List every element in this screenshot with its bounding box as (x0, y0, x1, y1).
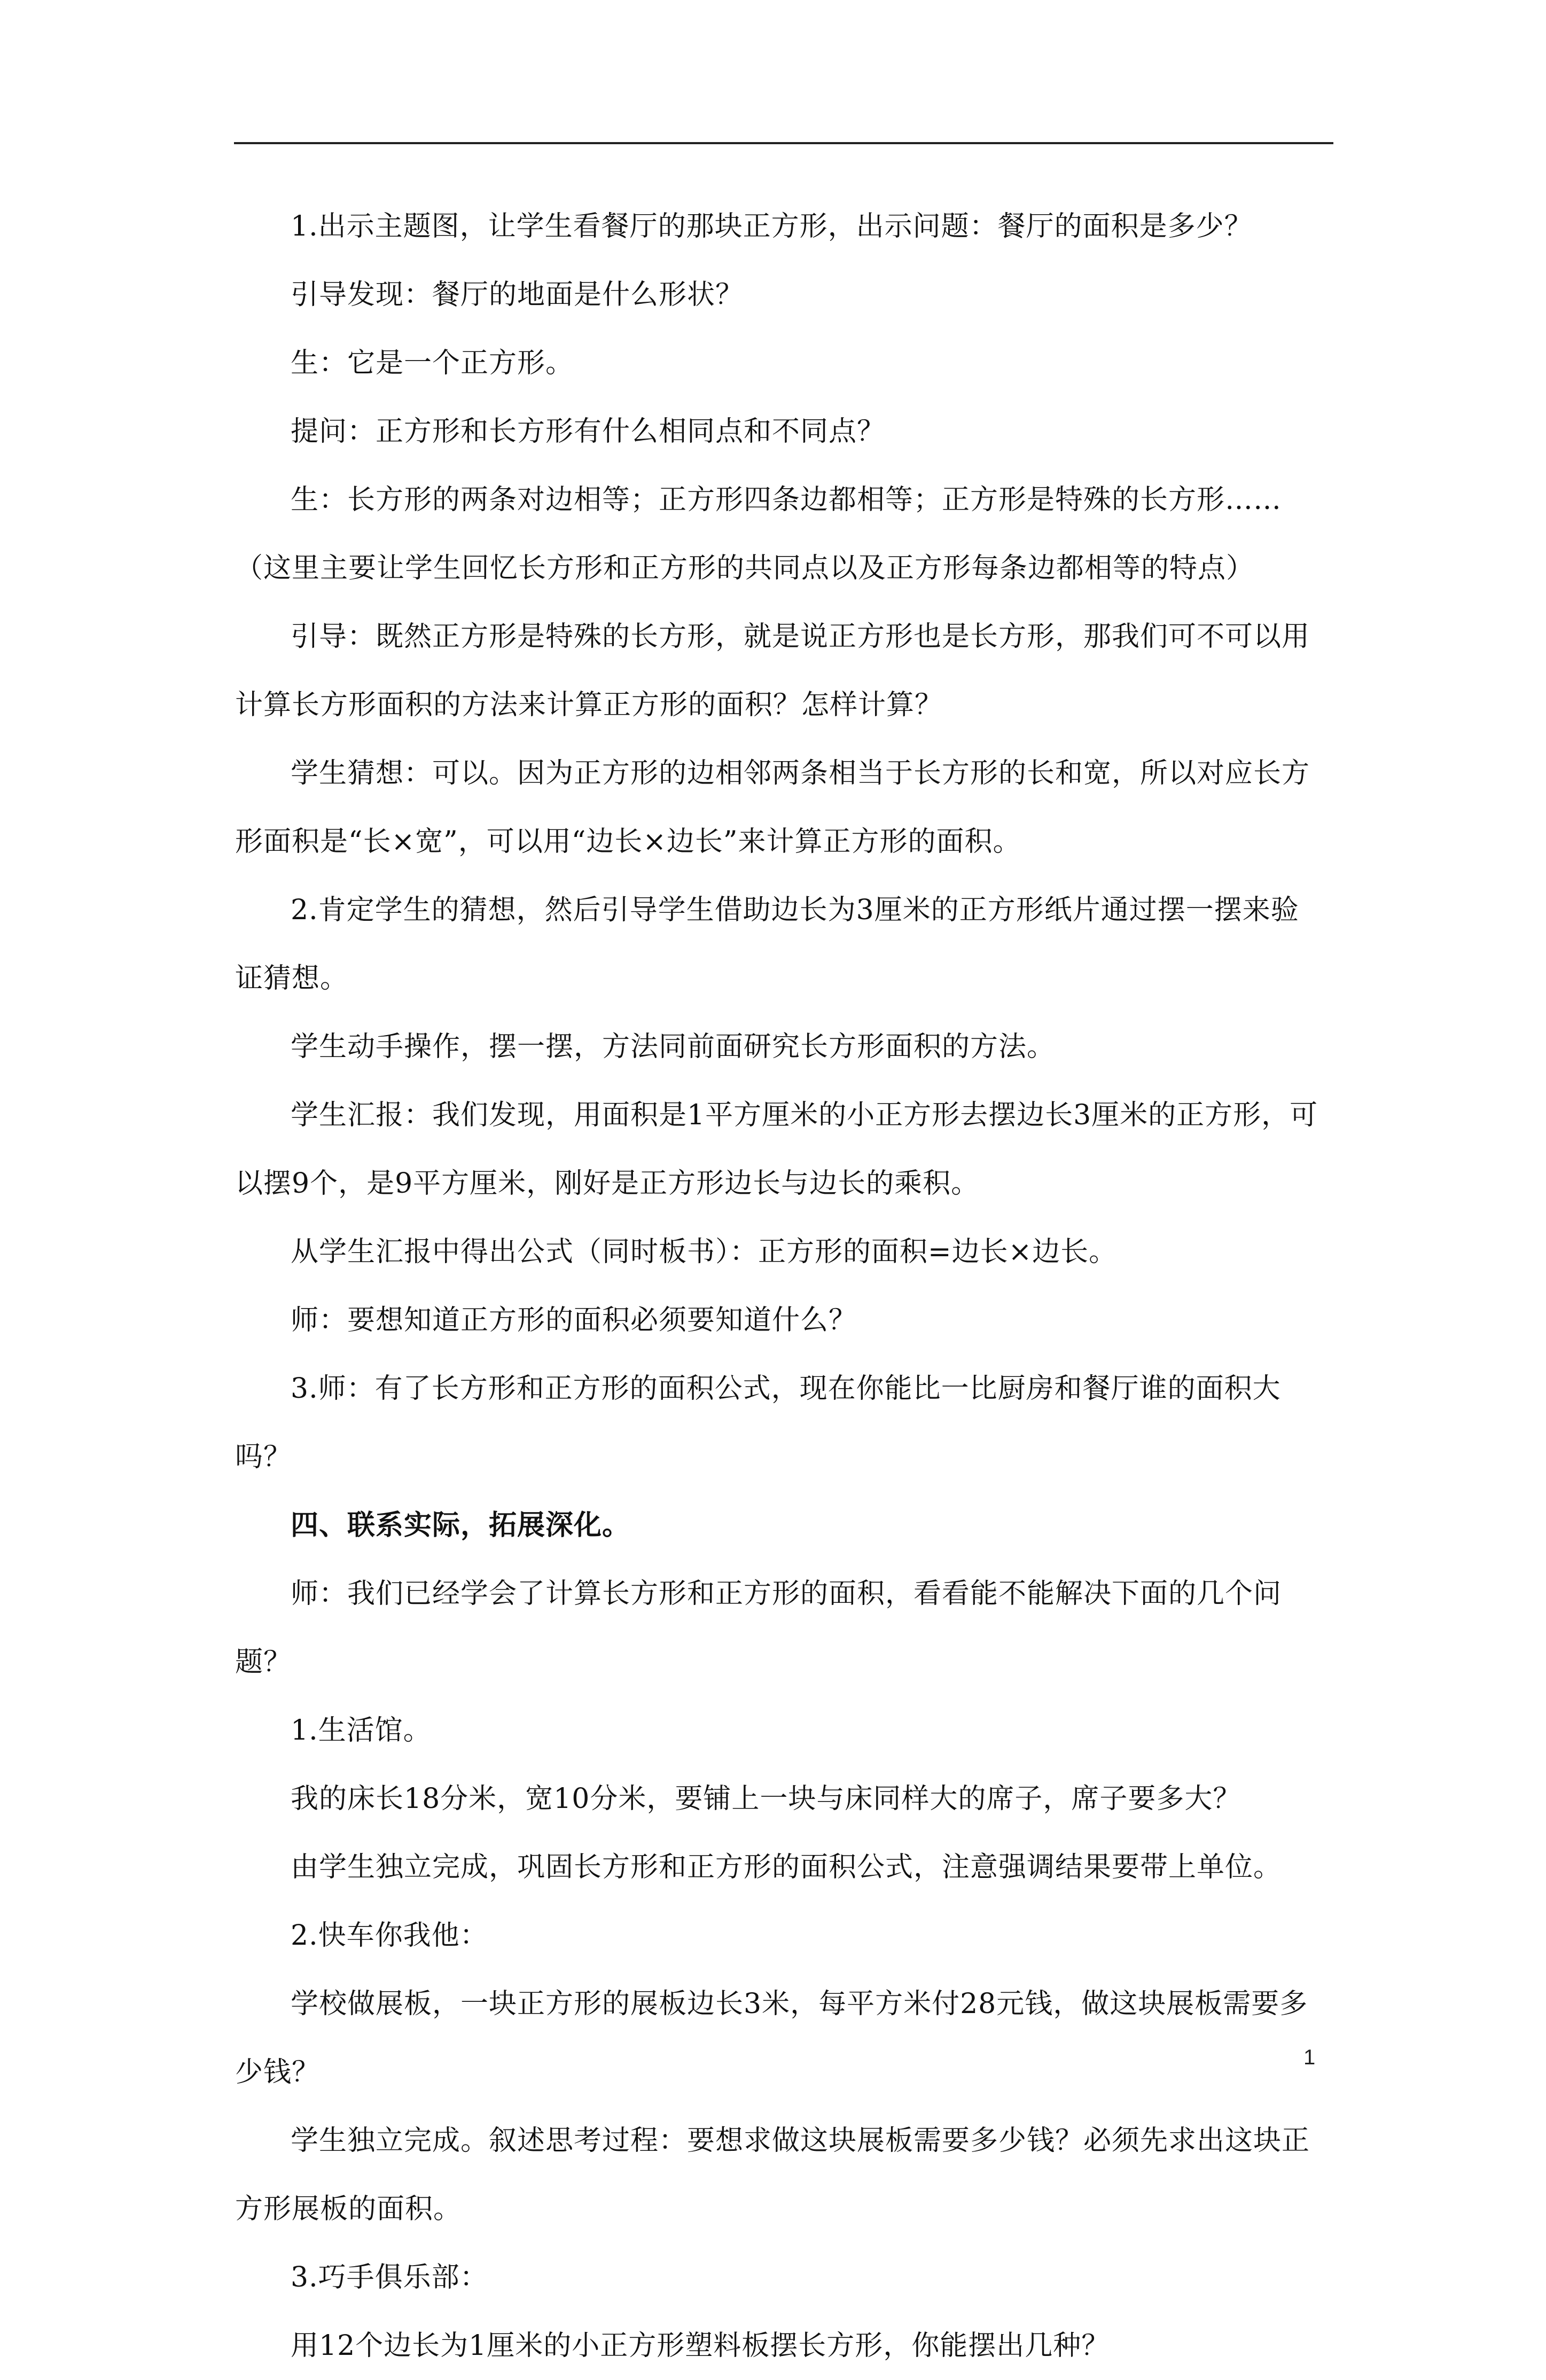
paragraph-20: 学校做展板，一块正方形的展板边长3米，每平方米付28元钱，做这块展板需要多少钱？ (235, 1988, 1308, 2088)
paragraph-9: 学生动手操作，摆一摆，方法同前面研究长方形面积的方法。 (291, 1031, 1056, 1063)
paragraph-4: 提问：正方形和长方形有什么相同点和不同点？ (291, 416, 886, 448)
paragraph-3: 生：它是一个正方形。 (291, 347, 574, 379)
paragraph-19: 2.快车你我他： (291, 1920, 488, 1952)
page-number: 1 (1303, 2046, 1316, 2069)
paragraph-18: 由学生独立完成，巩固长方形和正方形的面积公式，注意强调结果要带上单位。 (291, 1851, 1282, 1883)
paragraph-5: 生：长方形的两条对边相等；正方形四条边都相等；正方形是特殊的长方形……（这里主要让学生回忆长方形和正方形的共同点以及正方形每条边都相等的特点） (235, 484, 1282, 584)
paragraph-1: 1.出示主题图，让学生看餐厅的那块正方形，出示问题：餐厅的面积是多少？ (291, 210, 1253, 242)
paragraph-2: 引导发现：餐厅的地面是什么形状？ (291, 279, 744, 311)
paragraph-16: 1.生活馆。 (291, 1714, 432, 1747)
section-heading: 四、联系实际，拓展深化。 (291, 1509, 631, 1541)
paragraph-13: 3.师：有了长方形和正方形的面积公式，现在你能比一比厨房和餐厅谁的面积大吗？ (235, 1373, 1281, 1473)
paragraph-7: 学生猜想：可以。因为正方形的边相邻两条相当于长方形的长和宽，所以对应长方形面积是“长×宽”，可以用“边长×边长”来计算正方形的面积。 (235, 757, 1310, 858)
paragraph-8: 2.肯定学生的猜想，然后引导学生借助边长为3厘米的正方形纸片通过摆一摆来验证猜想。 (235, 894, 1299, 995)
document-body (235, 192, 1325, 2380)
paragraph-22: 3.巧手俱乐部： (291, 2261, 488, 2293)
paragraph-11: 从学生汇报中得出公式（同时板书）：正方形的面积=边长×边长。 (291, 1236, 1118, 1268)
paragraph-6: 引导：既然正方形是特殊的长方形，就是说正方形也是长方形，那我们可不可以用计算长方形面积的方法来计算正方形的面积？怎样计算？ (235, 621, 1310, 721)
paragraph-10: 学生汇报：我们发现，用面积是1平方厘米的小正方形去摆边长3厘米的正方形，可以摆9个，是9平方厘米，刚好是正方形边长与边长的乘积。 (235, 1099, 1318, 1200)
paragraph-23: 用12个边长为1厘米的小正方形塑料板摆长方形，你能摆出几种？ (291, 2330, 1110, 2362)
header-rule (234, 142, 1333, 144)
paragraph-12: 师：要想知道正方形的面积必须要知道什么？ (291, 1304, 857, 1336)
paragraph-17: 我的床长18分米，宽10分米，要铺上一块与床同样大的席子，席子要多大？ (291, 1783, 1242, 1815)
paragraph-15: 师：我们已经学会了计算长方形和正方形的面积，看看能不能解决下面的几个问题？ (235, 1578, 1282, 1678)
paragraph-21: 学生独立完成。叙述思考过程：要想求做这块展板需要多少钱？必须先求出这块正方形展板的面积。 (235, 2125, 1310, 2225)
